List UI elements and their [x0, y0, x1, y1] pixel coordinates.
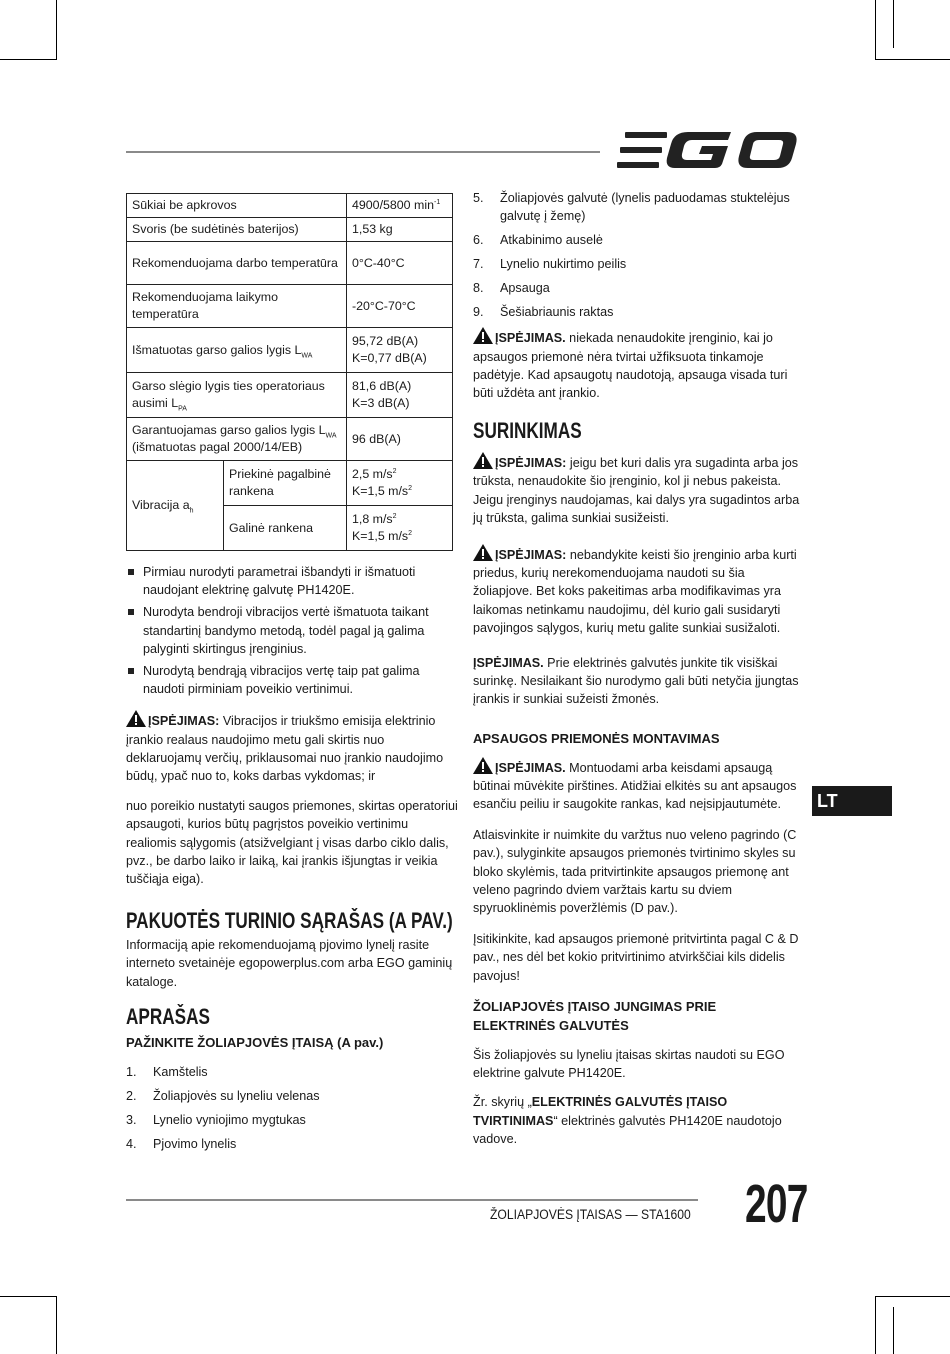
list-item: 7. Lynelio nukirtimo peilis	[473, 257, 627, 272]
table-row: Svoris (be sudėtinės baterijos) 1,53 kg	[127, 218, 453, 242]
language-tab: LT	[812, 786, 892, 816]
warning-icon	[126, 710, 146, 727]
connecting-heading: ŽOLIAPJOVĖS ĮTAISO JUNGIMAS PRIE ELEKTRINĖS GALVUTĖS	[473, 998, 717, 1033]
parts-list	[126, 1063, 458, 1153]
list-item: Nurodytą bendrąją vibracijos vertę taip pat galima naudoti pirminiam poveikio vertinimui.	[126, 662, 458, 698]
list-item: 5. Žoliapjovės galvutė (lynelis paduodamas stuktelėjus galvutę į žemę)	[473, 191, 790, 224]
assembly-warning-1: ĮSPĖJIMAS: jeigu bet kuri dalis yra sugadinta arba jos trūksta, nenaudokite šio įrenginio, kol ji nebus pakeista. Jeigu įrenginys naudojamas, kai dalys yra sugadintos arba jų trūksta, galima sunkiai susižeisti.	[473, 452, 801, 527]
description-heading: APRAŠAS	[126, 1003, 210, 1029]
table-row: Rekomenduojama darbo temperatūra 0°C-40°C	[127, 242, 453, 285]
crop-mark	[875, 1296, 876, 1354]
packing-text: Informaciją apie rekomenduojamą pjovimo lynelį rasite interneto svetainėje egopowerplus.com arba EGO gaminių kataloge.	[126, 938, 453, 989]
crop-mark	[0, 1296, 57, 1297]
table-row: Vibracija $a_h$ Priekinė pagalbinė rankena 2,5 $m/s^2$ K=1,5 $m/s^2$	[127, 461, 453, 506]
footer-rule	[126, 1199, 698, 1201]
table-row: Išmatuotas garso galios lygis $L_{WA}$ 95,72 dB(A) K=0,77 dB(A)	[127, 328, 453, 373]
list-item: 4. Pjovimo lynelis	[126, 1136, 237, 1151]
warning-icon	[473, 757, 493, 774]
page-number: 207	[745, 1174, 808, 1234]
packing-heading: PAKUOTĖS TURINIO SĄRAŠAS (A PAV.)	[126, 908, 453, 934]
crop-mark	[56, 0, 57, 60]
footer-title: ŽOLIAPJOVĖS ĮTAISAS — STA1600	[490, 1207, 691, 1222]
warning-icon	[473, 544, 493, 561]
guard-mounting-heading: APSAUGOS PRIEMONĖS MONTAVIMAS	[473, 730, 720, 746]
connecting-text-2: Žr. skyrių „ELEKTRINĖS GALVUTĖS ĮTAISO TVIRTINIMAS“ elektrinės galvutės PH1420E naudotojo vadove.	[473, 1095, 782, 1146]
list-item: 3. Lynelio vyniojimo mygtukas	[126, 1112, 306, 1127]
warning-icon	[473, 327, 493, 344]
table-row: Galinė rankena 1,8 $m/s^2$ K=1,5 $m/s^2$	[127, 506, 453, 551]
guard-mounting-warning: ĮSPĖJIMAS. Montuodami arba keisdami apsaugą būtinai mūvėkite pirštines. Atidžiai elkitės su ant apsaugos esančiu peiliu ir saugokite rankas, kad neįsipjautumėte.	[473, 757, 801, 814]
crop-mark	[875, 59, 950, 60]
crop-mark	[893, 0, 894, 48]
parts-list-continued	[473, 189, 801, 321]
connecting-text-1: Šis žoliapjovės su lyneliu įtaisas skirtas naudoti su EGO elektrine galvute PH1420E.	[473, 1047, 785, 1081]
list-item: 9. Šešiabriaunis raktas	[473, 305, 614, 320]
assembly-heading: SURINKIMAS	[473, 418, 582, 444]
crop-mark	[875, 0, 876, 60]
vibration-continuation: nuo poreikio nustatyti saugos priemones, skirtas operatoriui apsaugoti, kurios būtų pagrįstos poveikio vertinimu realiomis sąlygomis (atsižvelgiant į visas darbo ciklo dalis, pvz., be darbo laiko ir laiką, kai įrankis išjungtas ir veikia tuščiąja eiga).	[126, 799, 458, 887]
spec-table	[126, 193, 453, 551]
description-subheading: PAŽINKITE ŽOLIAPJOVĖS ĮTAISĄ (A pav.)	[126, 1034, 384, 1050]
list-item: Nurodyta bendroji vibracijos vertė išmatuota taikant standartinį bandymo metodą, todėl pagal ją galima palyginti skirtingus įrenginius.	[126, 603, 458, 658]
notes-list	[126, 563, 458, 698]
table-row: Sūkiai be apkrovos 4900/5800 $\min^{-1}$	[127, 194, 453, 218]
list-item: 6. Atkabinimo auselė	[473, 233, 603, 248]
list-item: 2. Žoliapjovės su lyneliu velenas	[126, 1088, 320, 1103]
list-item: 8. Apsauga	[473, 281, 550, 296]
table-row: Rekomenduojama laikymo temperatūra -20°C-70°C	[127, 285, 453, 328]
list-item: Pirmiau nurodyti parametrai išbandyti ir išmatuoti naudojant elektrinę galvutę PH1420E.	[126, 563, 458, 599]
ego-logo	[617, 130, 799, 170]
table-row: Garso slėgio lygis ties operatoriaus ausimi $L_{PA}$ 81,6 dB(A) K=3 dB(A)	[127, 373, 453, 418]
crop-mark	[875, 1296, 950, 1297]
header-rule	[126, 151, 600, 153]
guard-warning: ĮSPĖJIMAS. niekada nenaudokite įrenginio, kai jo apsaugos priemonė nėra tvirtai užfiksuota tinkamoje padėtyje. Kad apsaugotų naudotoją, apsauga visada turi būti uždėta ant įrankio.	[473, 327, 801, 402]
assembly-warning-3: ĮSPĖJIMAS. Prie elektrinės galvutės junkite tik visiškai surinkę. Nesilaikant šio nurodymo gali būti netyčia įjungtas įrankis ir sunkiai sužeisti žmonės.	[473, 656, 799, 707]
guard-mounting-text-2: Įsitikinkite, kad apsaugos priemonė pritvirtinta pagal C & D pav., nes dėl bet kokio pritvirtinimo atvirkščiai kils didelis pavojus!	[473, 932, 799, 983]
crop-mark	[0, 59, 57, 60]
list-item: 1. Kamštelis	[126, 1064, 208, 1079]
vibration-warning: ĮSPĖJIMAS: Vibracijos ir triukšmo emisija elektrinio įrankio realaus naudojimo metu gali skirtis nuo deklaruojamų verčių, priklausomai nuo įrankio naudojimo būdų, ypač nuo to, koks darbas vykdomas; ir	[126, 710, 458, 785]
crop-mark	[893, 1307, 894, 1354]
assembly-warning-2: ĮSPĖJIMAS: nebandykite keisti šio įrenginio arba kurti priedus, kurių nerekomenduojama naudoti su šia žoliapjove. Bet koks pakeitimas arba modifikavimas yra laikomas netinkamu naudojimu, dėl kurio gali susidaryti pavojingos sąlygos, kurių metu galite sunkiai susižaloti.	[473, 544, 801, 637]
warning-icon	[473, 452, 493, 469]
guard-mounting-text-1: Atlaisvinkite ir nuimkite du varžtus nuo veleno pagrindo (C pav.), sulyginkite apsaugos priemonės tvirtinimo skyles su bloko skylėmis, tada pritvirtinkite apsaugos priemonę ant veleno pagrindo dviem varžtais kartu su dviem spyruoklinėmis poveržlėmis (D pav.).	[473, 828, 797, 916]
crop-mark	[56, 1296, 57, 1354]
table-row: Garantuojamas garso galios lygis $L_{WA}$ (išmatuotas pagal 2000/14/EB) 96 dB(A)	[127, 418, 453, 461]
